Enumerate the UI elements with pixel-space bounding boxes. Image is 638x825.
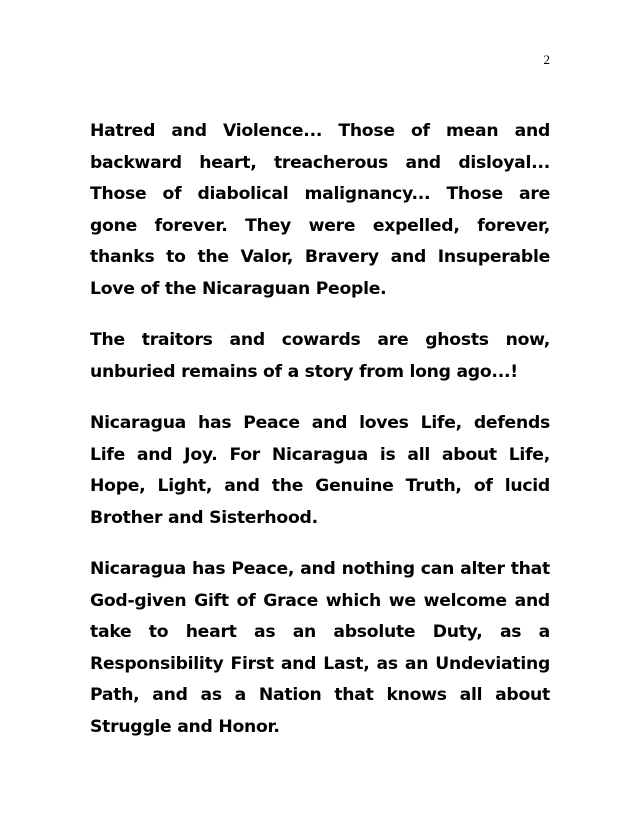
paragraph-4: Nicaragua has Peace, and nothing can alter that God-given Gift of Grace which we welcome and take to heart as an absolute Duty, as a Responsibility First and Last, as an Undeviating Path, and as a Nation that knows all about Struggle and Honor. <box>90 559 550 737</box>
paragraph-1: Hatred and Violence... Those of mean and backward heart, treacherous and disloyal... Those of diabolical malignancy... Those are gone forever. They were expelled, forever, thanks to the Valor, Bravery and Insuperable Love of the Nicaraguan People. <box>90 121 550 299</box>
paragraph-3: Nicaragua has Peace and loves Life, defends Life and Joy. For Nicaragua is all about Life, Hope, Light, and the Genuine Truth, of lucid Brother and Sisterhood. <box>90 413 550 528</box>
page-number: 2 <box>543 52 550 67</box>
paragraph-2: The traitors and cowards are ghosts now, unburied remains of a story from long ago...! <box>90 330 550 382</box>
document-body <box>90 116 550 763</box>
